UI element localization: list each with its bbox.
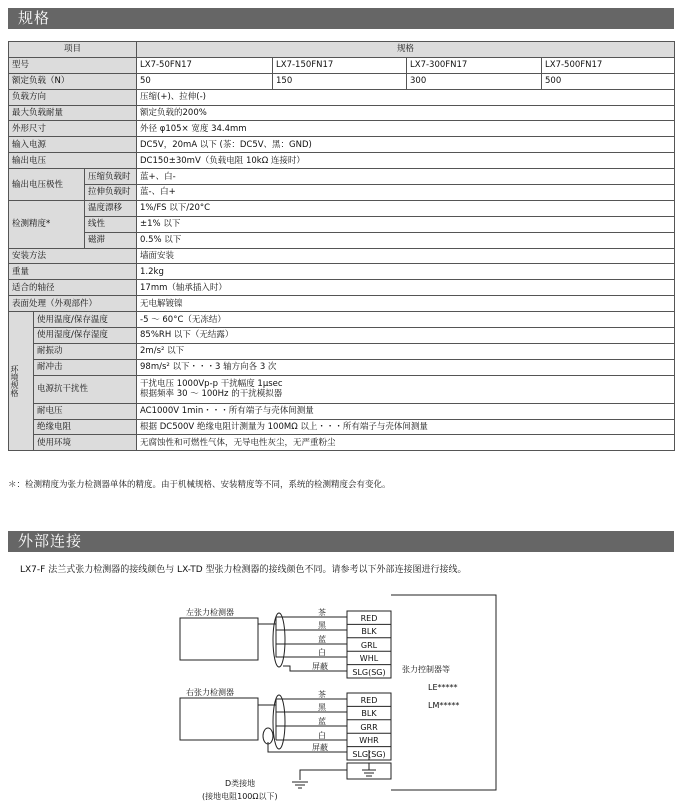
row-value: 根据 DC500V 绝缘电阻计测量为 100MΩ 以上・・・所有端子与壳体间测量 — [137, 419, 675, 435]
row-value: 蓝-、白+ — [137, 185, 675, 201]
wiring-intro: LX7-F 法兰式张力检测器的接线颜色与 LX-TD 型张力检测器的接线颜色不同。请参考以下外部连接图进行接线。 — [20, 565, 467, 575]
wire-color-label: 屏蔽 — [312, 662, 328, 671]
wire-color-label: 黑 — [318, 621, 326, 630]
sub-label: 拉伸负载时 — [85, 185, 137, 201]
footnote: ＊：检测精度为张力检测器单体的精度。由于机械规格、安装精度等不同，系统的检测精度会有变化。 — [8, 480, 391, 490]
row-label: 耐电压 — [34, 403, 137, 419]
model-cell: LX7-300FN17 — [407, 57, 542, 73]
model-cell: LX7-50FN17 — [137, 57, 273, 73]
left-detector-label: 左张力检测器 — [186, 608, 234, 617]
ground-wire — [300, 770, 347, 780]
row-label: 最大负载耐量 — [9, 105, 137, 121]
wire-color-label: 茶 — [318, 608, 326, 617]
header-item: 项目 — [9, 42, 137, 58]
left-wires — [258, 617, 347, 671]
rated-load-cell: 150 — [273, 73, 407, 89]
row-value: 无腐蚀性和可燃性气体，无导电性灰尘，无严重粉尘 — [137, 435, 675, 451]
row-value: 蓝+、白- — [137, 169, 675, 185]
row-label: 负载方向 — [9, 89, 137, 105]
terminal-label: WHR — [359, 736, 379, 745]
row-value: 外径 φ105× 宽度 34.4mm — [137, 121, 675, 137]
row-label: 外形尺寸 — [9, 121, 137, 137]
row-value: 17mm（轴承插入时） — [137, 280, 675, 296]
wire-color-label: 黑 — [318, 703, 326, 712]
noise-line-1: 干扰电压 1000Vp-p 干扰幅度 1μsec — [140, 379, 283, 390]
row-label: 耐振动 — [34, 343, 137, 359]
terminal-label: GRL — [360, 641, 378, 650]
model-cell: LX7-500FN17 — [542, 57, 675, 73]
left-detector-box — [180, 618, 258, 660]
terminal-label: BLK — [361, 627, 377, 636]
row-label: 使用温度/保存温度 — [34, 312, 137, 328]
row-label: 耐冲击 — [34, 359, 137, 375]
row-label: 表面处理（外观部件） — [9, 296, 137, 312]
model-cell: LX7-150FN17 — [273, 57, 407, 73]
row-value: 1.2kg — [137, 264, 675, 280]
row-label: 安装方法 — [9, 248, 137, 264]
row-label: 使用湿度/保存湿度 — [34, 328, 137, 344]
row-value: 98m/s² 以下・・・3 轴方向各 3 次 — [137, 359, 675, 375]
row-label: 输出电压极性 — [9, 169, 85, 201]
row-label: 额定负载（N） — [9, 73, 137, 89]
row-value: 1%/FS 以下/20°C — [137, 200, 675, 216]
wire-color-label: 蓝 — [318, 635, 326, 644]
wire-color-label: 茶 — [318, 690, 326, 699]
terminal-label: WHL — [359, 654, 379, 663]
rated-load-cell: 50 — [137, 73, 273, 89]
controller-model: LE***** — [428, 683, 458, 692]
row-value: 85%RH 以下（无结露） — [137, 328, 675, 344]
row-value: AC1000V 1min・・・所有端子与壳体间测量 — [137, 403, 675, 419]
terminal-label: RED — [360, 696, 378, 705]
wire-color-label: 白 — [318, 731, 326, 740]
terminal-label: RED — [360, 614, 378, 623]
row-label: 适合的轴径 — [9, 280, 137, 296]
env-label: 环境规格 — [10, 365, 19, 398]
sub-label: 压缩负载时 — [85, 169, 137, 185]
row-label: 电源抗干扰性 — [34, 375, 137, 403]
controller-model: LM***** — [428, 701, 460, 710]
row-label: 绝缘电阻 — [34, 419, 137, 435]
controller-outline — [391, 595, 496, 790]
right-detector-box — [180, 698, 258, 740]
section-title-wiring: 外部连接 — [18, 532, 83, 550]
row-value: 压缩(+)、拉伸(-) — [137, 89, 675, 105]
header-spec: 规格 — [137, 42, 675, 58]
row-value: 0.5% 以下 — [137, 232, 675, 248]
row-value: ±1% 以下 — [137, 216, 675, 232]
sub-label: 线性 — [85, 216, 137, 232]
row-label: 输出电压 — [9, 153, 137, 169]
section-title-spec: 规格 — [18, 9, 51, 27]
wire-color-label: 白 — [318, 648, 326, 657]
row-value: 额定负载的200% — [137, 105, 675, 121]
row-value: 墙面安装 — [137, 248, 675, 264]
terminal-label: BLK — [361, 709, 377, 718]
row-value: DC5V，20mA 以下 (茶：DC5V、黑：GND) — [137, 137, 675, 153]
controller-label: 张力控制器等 — [402, 665, 450, 674]
sub-label: 温度漂移 — [85, 200, 137, 216]
row-label: 使用环境 — [34, 435, 137, 451]
right-wires — [258, 699, 347, 752]
ground-label-note: (接地电阻100Ω以下) — [202, 792, 278, 801]
sub-label: 磁滞 — [85, 232, 137, 248]
terminal-label: GRR — [360, 723, 378, 732]
wire-color-label: 蓝 — [318, 717, 326, 726]
row-value: DC150±30mV（负载电阻 10kΩ 连接时） — [137, 153, 675, 169]
row-value: 2m/s² 以下 — [137, 343, 675, 359]
row-value: 无电解镀镍 — [137, 296, 675, 312]
rated-load-cell: 500 — [542, 73, 675, 89]
row-value: -5 ～ 60°C（无冻结） — [137, 312, 675, 328]
row-label: 检测精度* — [9, 200, 85, 248]
noise-line-2: 根据频率 30 ～ 100Hz 的干扰模拟器 — [140, 389, 283, 400]
rated-load-cell: 300 — [407, 73, 542, 89]
wire-color-label: 屏蔽 — [312, 743, 328, 752]
ground-label: D类接地 — [225, 779, 256, 788]
row-label: 输入电源 — [9, 137, 137, 153]
terminal-label: SLG(SG) — [352, 668, 386, 677]
terminal-label: SLG(SG) — [352, 750, 386, 759]
row-label: 重量 — [9, 264, 137, 280]
right-detector-label: 右张力检测器 — [186, 688, 234, 697]
row-label: 型号 — [9, 57, 137, 73]
